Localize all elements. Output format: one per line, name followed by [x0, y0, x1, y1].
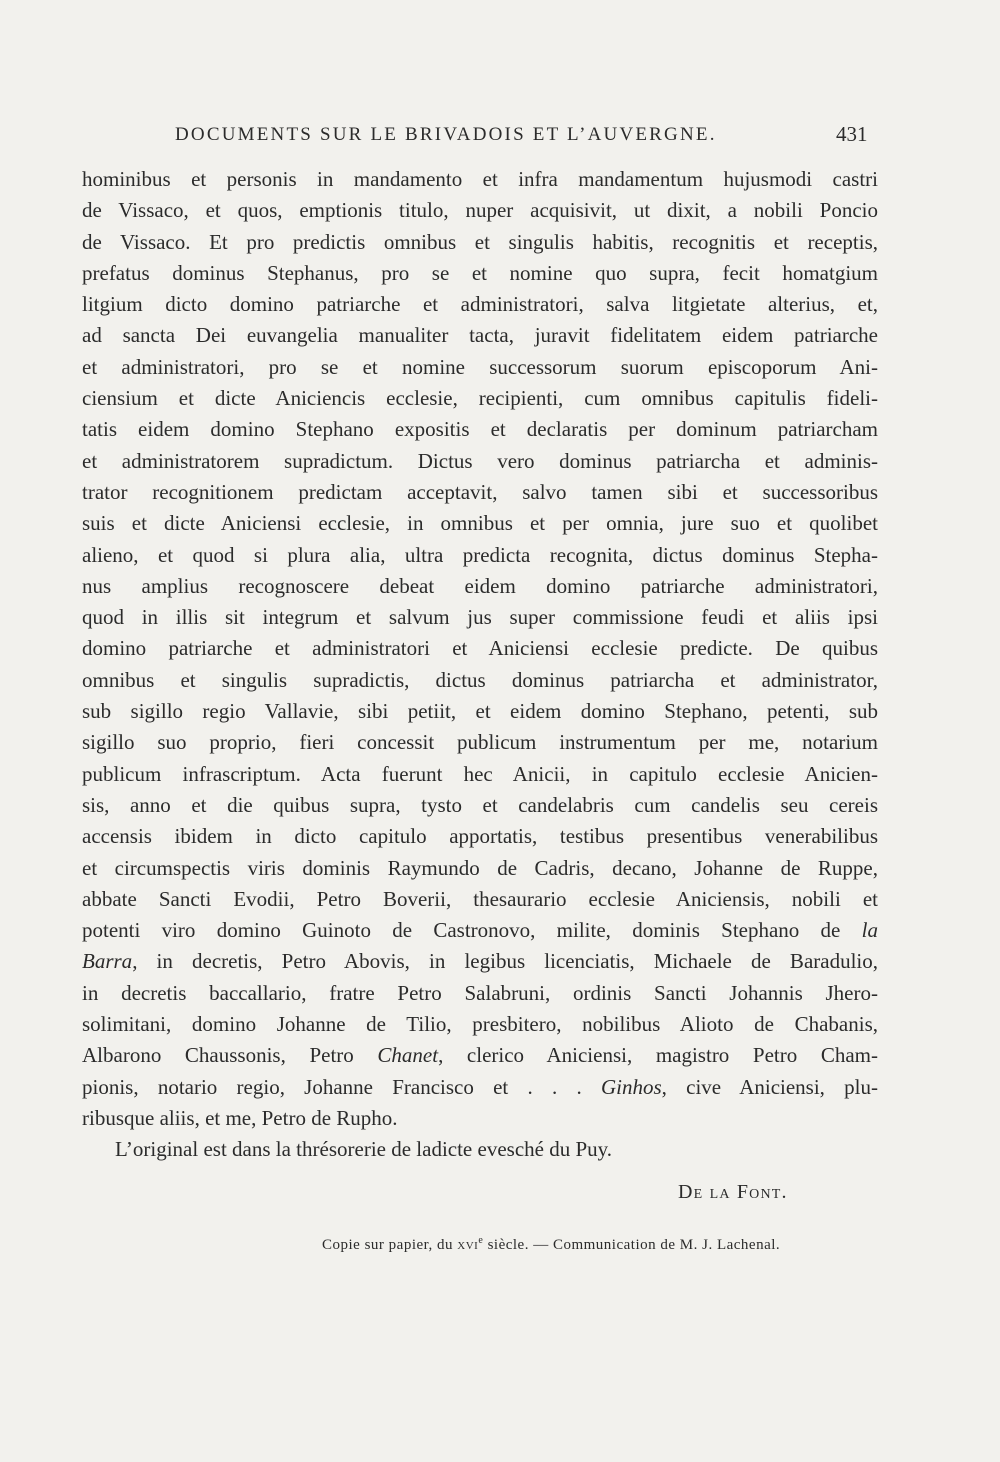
text-line [82, 1072, 878, 1103]
running-title: DOCUMENTS SUR LE BRIVADOIS ET L’AUVERGNE. [175, 124, 717, 145]
text-line: ad sancta Dei euvangelia manualiter tacta, juravit fidelitatem eidem patriarche [82, 323, 878, 348]
text-line: in decretis baccallario, fratre Petro Salabruni, ordinis Sancti Johannis Jhero- [82, 980, 878, 1005]
text-line: abbate Sancti Evodii, Petro Boverii, thesaurario ecclesie Aniciensis, nobili et [82, 886, 878, 911]
text-line: accensis ibidem in dicto capitulo apportatis, testibus presentibus venerabilibus [82, 824, 878, 849]
signature: De la Font. [678, 1181, 788, 1203]
text-line: alieno, et quod si plura alia, ultra predicta recognita, dictus dominus Stepha- [82, 542, 878, 567]
text-line: L’original est dans la thrésorerie de ladicte evesché du Puy. [115, 1137, 613, 1162]
italic-segment: la [861, 918, 878, 943]
text-line: et administratorem supradictum. Dictus vero dominus patriarcha et adminis- [82, 448, 878, 473]
italic-segment: Chanet [377, 1043, 439, 1068]
line-segment: , cive Aniciensi, plu- [661, 1074, 878, 1099]
footnote-text: Copie sur papier, du [322, 1237, 458, 1253]
text-line: sub sigillo regio Vallavie, sibi petiit, et eidem domino Stephano, petenti, sub [82, 699, 878, 724]
century-suffix: e [478, 1235, 484, 1246]
line-segment: , clerico Aniciensi, magistro Petro Cham- [438, 1043, 878, 1068]
text-line: tatis eidem domino Stephano expositis et declaratis per dominum patriarcham [82, 417, 878, 442]
text-line: trator recognitionem predictam acceptavit, salvo tamen sibi et successoribus [82, 479, 878, 504]
text-line [82, 1040, 878, 1071]
text-line: ribusque aliis, et me, Petro de Rupho. [82, 1105, 398, 1130]
text-line: solimitani, domino Johanne de Tilio, presbitero, nobilibus Alioto de Chabanis, [82, 1012, 878, 1037]
text-line: omnibus et singulis supradictis, dictus dominus patriarcha et administrator, [82, 667, 878, 692]
text-line: et circumspectis viris dominis Raymundo de Cadris, decano, Johanne de Ruppe, [82, 855, 878, 880]
text-line: sigillo suo proprio, fieri concessit publicum instrumentum per me, notarium [82, 730, 878, 755]
footnote-text: siècle. — Communication de M. J. Lachenal. [483, 1237, 781, 1253]
text-line [82, 946, 878, 977]
text-line: publicum infrascriptum. Acta fuerunt hec Anicii, in capitulo ecclesie Anicien- [82, 761, 878, 786]
line-segment: potenti viro domino Guinoto de Castronovo, milite, dominis Stephano de [82, 918, 862, 943]
text-line: quod in illis sit integrum et salvum jus super commissione feudi et aliis ipsi [82, 605, 878, 630]
text-line [82, 915, 878, 946]
text-line: ciensium et dicte Aniciencis ecclesie, recipienti, cum omnibus capitulis fideli- [82, 386, 878, 411]
footnote [322, 1234, 780, 1256]
text-line: suis et dicte Aniciensi ecclesie, in omnibus et per omnia, jure suo et quolibet [82, 511, 878, 536]
text-line: et administratori, pro se et nomine successorum suorum episcoporum Ani- [82, 354, 878, 379]
text-line: nus amplius recognoscere debeat eidem domino patriarche administratori, [82, 573, 878, 598]
page-number: 431 [836, 122, 868, 146]
italic-segment: Ginhos [600, 1074, 662, 1099]
text-line: litgium dicto domino patriarche et administratori, salva litgietate alterius, et, [82, 292, 878, 317]
body-text [82, 164, 878, 1166]
text-line: sis, anno et die quibus supra, tysto et candelabris cum candelis seu cereis [82, 792, 878, 817]
italic-segment: Barra [82, 949, 133, 974]
text-line: de Vissaco, et quos, emptionis titulo, nuper acquisivit, ut dixit, a nobili Poncio [82, 198, 878, 223]
century-numeral: xvi [457, 1237, 479, 1253]
line-segment: , in decretis, Petro Abovis, in legibus licenciatis, Michaele de Baradulio, [132, 949, 878, 974]
text-line: prefatus dominus Stephanus, pro se et nomine quo supra, fecit homatgium [82, 260, 878, 285]
text-line: de Vissaco. Et pro predictis omnibus et singulis habitis, recognitis et receptis, [82, 229, 878, 254]
text-line: domino patriarche et administratori et Aniciensi ecclesie predicte. De quibus [82, 636, 878, 661]
line-segment: Albarono Chaussonis, Petro [82, 1043, 378, 1068]
text-line: hominibus et personis in mandamento et infra mandamentum hujusmodi castri [82, 167, 878, 191]
line-segment: pionis, notario regio, Johanne Francisco et . . . [82, 1074, 601, 1099]
